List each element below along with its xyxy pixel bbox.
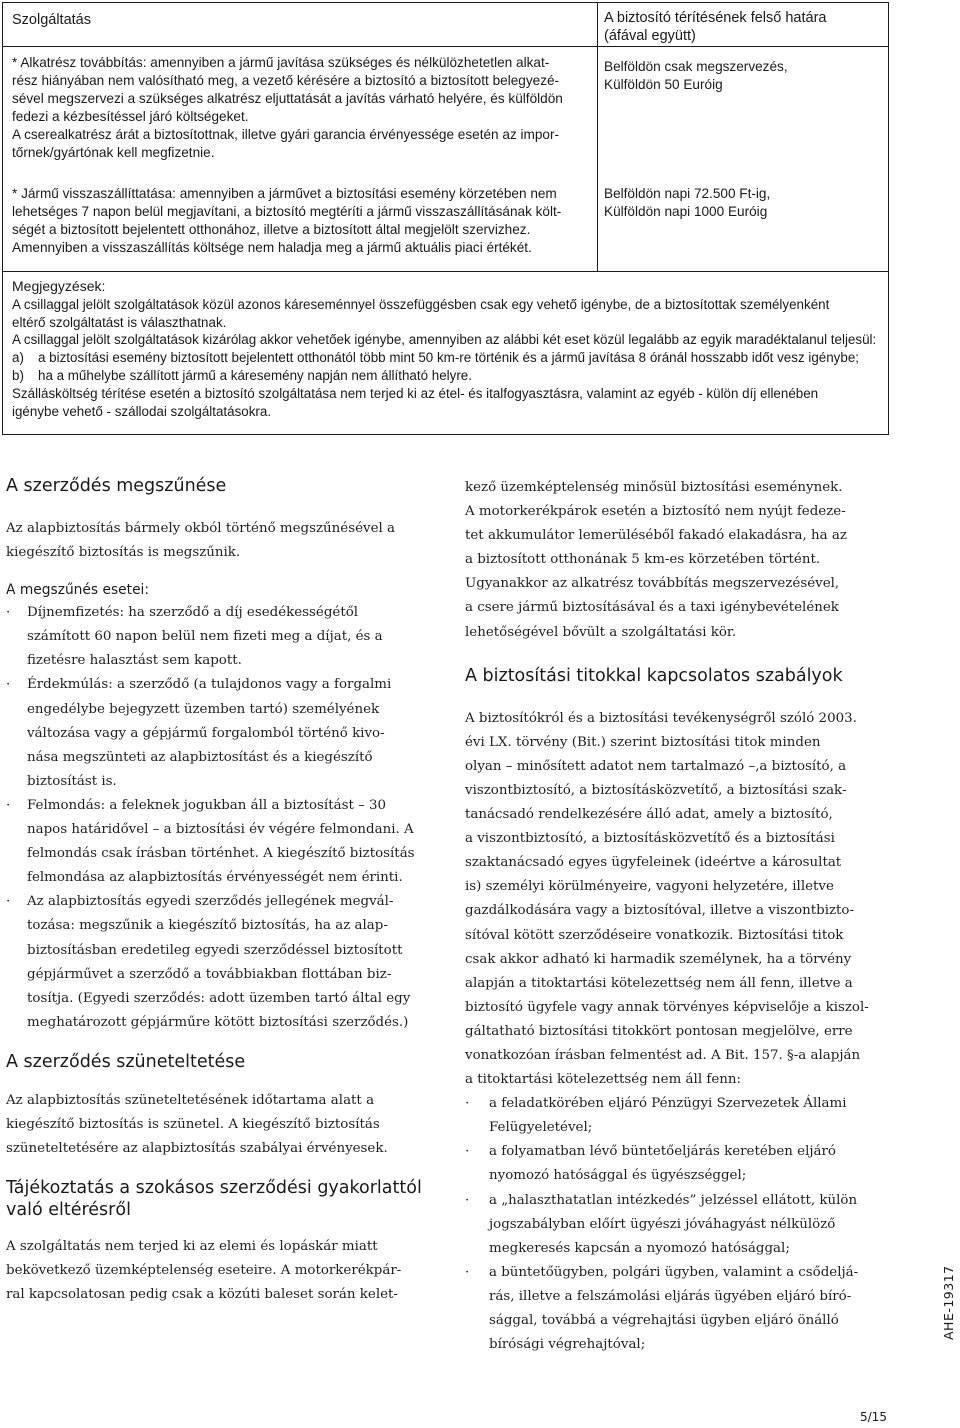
text-line: · a büntetőügyben, polgári ügyben, valamint a csődeljá-	[489, 1264, 859, 1280]
note-case-a-label: a)	[12, 350, 24, 366]
text-line: gáltatható biztosítási titokkört pontosan megjelölve, erre	[465, 1023, 853, 1039]
text-line: · Érdekmúlás: a szerződő (a tulajdonos vagy a forgalmi	[27, 677, 392, 693]
text-line: Külföldön 50 Euróig	[604, 77, 723, 92]
text-line: fedezi a kézbesítéssel járó költségeket.	[12, 109, 249, 124]
text-line: A csillaggal jelölt szolgáltatások közül azonos káreseménnyel összefüggésben csak egy vehető igénybe, de a biztosítottak személyenként	[12, 296, 830, 312]
list-item	[465, 1261, 892, 1357]
table-column-divider	[597, 3, 598, 272]
heading-termination: A szerződés megszűnése	[6, 476, 227, 496]
left-column	[6, 475, 436, 1307]
text-line: Ugyanakkor az alkatrész továbbítás megszervezésével,	[465, 576, 840, 592]
text-line: vonatkozóan írásban felmentést ad. A Bit. 157. §-a alapján	[465, 1047, 861, 1063]
text-line: Szállásköltség térítése esetén a biztosító szolgáltatása nem terjed ki az étel- és italfogyasztásra, valamint az egyéb - külön díj ellenében	[12, 385, 819, 401]
text-line: a csere jármű biztosításával és a taxi igénybevételének	[465, 600, 839, 616]
text-line: ségét a biztosított bejelentett otthonához, illetve a biztosított által megjelölt szervizhez.	[12, 222, 531, 237]
text-line: engedélybe bejegyzett üzemben tartó) személyének	[27, 701, 380, 717]
row-part-forwarding-limit	[604, 58, 884, 94]
heading-line: való eltérésről	[6, 1200, 131, 1221]
list-item	[6, 673, 436, 793]
text-line: jogszabályban előírt ügyészi jóváhagyást nélkülöző	[489, 1216, 836, 1232]
right-column	[465, 476, 892, 1357]
text-line: biztosítást is.	[27, 773, 117, 789]
text-line: · a folyamatban lévő büntetőeljárás keretében eljáró	[489, 1144, 836, 1160]
note-case-a-text: a biztosítási esemény biztosított bejelentett otthonától több mint 50 km-re történik és a jármű javítása 8 óránál hosszabb időt vesz igénybe;	[38, 350, 859, 366]
text-line: évi LX. törvény (Bit.) szerint biztosítási titok minden	[465, 734, 821, 750]
text-line: Amennyiben a visszaszállítás költsége nem haladja meg a jármű aktuális piaci értékét.	[12, 240, 532, 255]
table-notes	[12, 278, 882, 420]
text-line: biztosításban eredetileg egyedi szerződéssel biztosított	[27, 942, 403, 958]
text-line: Felügyeletével;	[489, 1120, 593, 1136]
text-line: A csillaggal jelölt szolgáltatások kizárólag akkor vehetőek igénybe, amennyiben az alábbi két eset közül legalább az egyik maradéktalanul teljesül:	[12, 332, 877, 348]
text-line: felmondás csak írásban történhet. A kiegészítő biztosítás	[27, 846, 415, 862]
text-line: Külföldön napi 1000 Euróig	[604, 204, 768, 219]
text-line: · Felmondás: a feleknek jogukban áll a biztosítást – 30	[27, 797, 387, 813]
row-part-forwarding-desc	[12, 54, 587, 162]
text-line: meghatározott gépjárműre kötött biztosítási szerződés.)	[27, 1014, 409, 1030]
text-line: alapján a titoktartási kötelezettség nem áll fenn, illetve a	[465, 975, 853, 991]
text-line: kiegészítő biztosítás is szünetel. A kiegészítő biztosítás	[6, 1116, 380, 1132]
text-line: tanácsadó rendelkezésére álló adat, amely a biztosító,	[465, 807, 833, 823]
text-line: A motorkerékpárok esetén a biztosító nem nyújt fedezе-	[465, 504, 846, 520]
text-line: tosítja. (Egyedi szerződés: adott üzemben tartó által egy	[27, 990, 411, 1006]
text-line: · a „halaszthatatlan intézkedés” jelzéssel ellátott, külön	[489, 1192, 858, 1208]
table-header-limit	[604, 9, 884, 45]
text-line: lehetőségével bővült a szolgáltatási kör.	[465, 624, 737, 640]
text-line: rás, illetve a felszámolási eljárás ügyében eljáró bíró-	[489, 1288, 852, 1304]
table-notes-divider	[3, 271, 888, 272]
text-line: bekövetkező üzemképtelenség eseteire. A motorkerékpár-	[6, 1263, 402, 1279]
text-line: Az alapbiztosítás szüneteltetésének időtartama alatt a	[6, 1092, 375, 1108]
text-line: napos határidővel – a biztosítási év végére felmondani. A	[27, 822, 414, 838]
text-line: szüneteltetésére az alapbiztosítás szabályai érvényesek.	[6, 1141, 388, 1157]
text-line: megkeresés kapcsán a nyomozó hatósággal;	[489, 1240, 790, 1256]
text-line: sével megszervezi a szükséges alkatrész eljuttatását a javítás várható helyére, és külföldön	[12, 91, 563, 106]
note-case-b	[12, 367, 882, 385]
heading-insurance-secrets: A biztosítási titokkal kapcsolatos szabályok	[465, 665, 843, 686]
text-line: is) személyi körülményeire, vagyoni helyzetére, illetve	[465, 879, 834, 895]
table-header-limit-line1: A biztosító térítésének felső határa	[604, 10, 827, 26]
services-table	[2, 2, 889, 435]
text-line: igénybe vehető - szállodai szolgáltatásokra.	[12, 403, 272, 419]
text-line: számított 60 napon belül nem fizeti meg a díjat, és a	[27, 629, 383, 645]
text-line: kező üzemképtelenség minősül biztosítási eseménynek.	[465, 480, 843, 495]
table-header-service: Szolgáltatás	[12, 12, 91, 28]
text-line: tozása: megszűnik a kiegészítő biztosítás, ha az alap-	[27, 918, 388, 934]
text-line: Belföldön csak megszervezés,	[604, 59, 788, 74]
text-line: · Az alapbiztosítás egyedi szerződés jellegének megvál-	[27, 894, 394, 910]
text-line: sítóval kötött szerződéseire vonatkozik. Biztosítási titok	[465, 927, 844, 943]
heading-suspension: A szerződés szüneteltetése	[6, 1051, 246, 1072]
document-code: AHE-19317	[941, 1265, 956, 1340]
text-line: kiegészítő biztosítás is megszűnik.	[6, 545, 241, 561]
text-line: biztosító ügyfele vagy annak törvényes képviselője a kiszol-	[465, 999, 869, 1015]
list-item	[6, 601, 436, 673]
heading-line: Tájékoztatás a szokásos szerződési gyakorlattól	[6, 1178, 422, 1199]
text-line: változása vagy a gépjármű forgalomból történő kivo-	[27, 725, 385, 741]
text-line: csak akkor adható ki harmadik személynek, ha a törvény	[465, 951, 852, 967]
text-line: a titoktartási kötelezettség nem áll fenn:	[465, 1072, 742, 1088]
text-line: tőrnek/gyártónak kell megfizetnie.	[12, 145, 215, 160]
list-item	[465, 1092, 892, 1140]
text-line: A cserealkatrész árát a biztosítottnak, illetve gyári garancia érvényessége esetén az impor-	[12, 127, 560, 142]
text-line: Az alapbiztosítás bármely okból történő megszűnésével a	[6, 521, 396, 536]
text-line: felmondása az alapbiztosítás érvényességét nem érinti.	[27, 870, 403, 886]
heading-termination-cases: A megszűnés esetei:	[6, 582, 150, 599]
text-line: sággal, továbbá a végrehajtási ügyben eljáró önálló	[489, 1313, 839, 1328]
list-item	[465, 1189, 892, 1261]
text-line: tet akkumulátor lemerüléséből fakadó elakadásra, ha az	[465, 528, 847, 544]
text-line: bírósági végrehajtóval;	[489, 1337, 646, 1353]
text-line: eltérő szolgáltatást is választhatnak.	[12, 314, 227, 330]
list-item	[465, 1140, 892, 1188]
text-line: * Jármű visszaszállíttatása: amennyiben a járművet a biztosítási esemény körzetében nem	[12, 186, 557, 201]
text-line: rész hiányában nem valósítható meg, a vezető kérésére a biztosító a biztosított belegyezé-	[12, 73, 560, 88]
page-number: 5/15	[860, 1410, 887, 1424]
text-line: nyomozó hatósággal és ügyészséggel;	[489, 1168, 747, 1184]
text-line: gépjárművet a szerződő a továbbiakban flottában biz-	[27, 966, 392, 982]
note-case-b-text: ha a műhelybe szállított jármű a káresemény napján nem állítható helyre.	[38, 367, 472, 383]
text-line: ral kapcsolatosan pedig csak a közúti baleset során kelet-	[6, 1287, 398, 1303]
text-line: A szolgáltatás nem terjed ki az elemi és lopáskár miatt	[6, 1239, 378, 1255]
text-line: * Alkatrész továbbítás: amennyiben a jármű javítása szükséges és nélkülözhetetlen alkat-	[12, 55, 550, 70]
text-line: gazdálkodására vagy a biztosítóval, illetve a viszontbizto-	[465, 903, 855, 919]
table-header-divider	[3, 46, 888, 47]
list-item	[6, 890, 436, 1035]
text-line: Belföldön napi 72.500 Ft-ig,	[604, 186, 771, 201]
heading-practice-deviation	[6, 1177, 436, 1221]
text-line: A biztosítókról és a biztosítási tevékenységről szóló 2003.	[465, 710, 857, 726]
list-item	[6, 794, 436, 890]
row-vehicle-return-limit	[604, 185, 884, 221]
text-line: a biztosított otthonának 5 km-es körzetében történt.	[465, 552, 821, 568]
table-header-limit-line2: (áfával együtt)	[604, 28, 696, 44]
text-line: a viszontbiztosító, a biztosításközvetítő és a biztosítási	[465, 831, 835, 847]
text-line: fizetésre halasztást sem kapott.	[27, 653, 242, 669]
row-vehicle-return-desc	[12, 185, 587, 257]
text-line: nása megszünteti az alapbiztosítást és a kiegészítő	[27, 749, 373, 765]
text-line: viszontbiztosító, a biztosításközvetítő, a biztosítási szak-	[465, 782, 847, 798]
note-case-a	[12, 349, 882, 367]
note-case-b-label: b)	[12, 367, 24, 383]
text-line: · Díjnemfizetés: ha szerződő a díj esedékességétől	[27, 605, 359, 621]
text-line: · a feladatkörében eljáró Pénzügyi Szervezetek Állami	[489, 1096, 847, 1112]
text-line: lehetséges 7 napon belül megjavítani, a biztosító megtéríti a jármű visszaszállításának költ-	[12, 204, 562, 219]
notes-title: Megjegyzések:	[12, 278, 106, 294]
text-line: szaktanácsadó egyes ügyfeleinek (ideértve a károsultat	[465, 855, 842, 871]
text-line: olyan – minősített adatot nem tartalmazó –‚a biztosító, a	[465, 758, 847, 774]
